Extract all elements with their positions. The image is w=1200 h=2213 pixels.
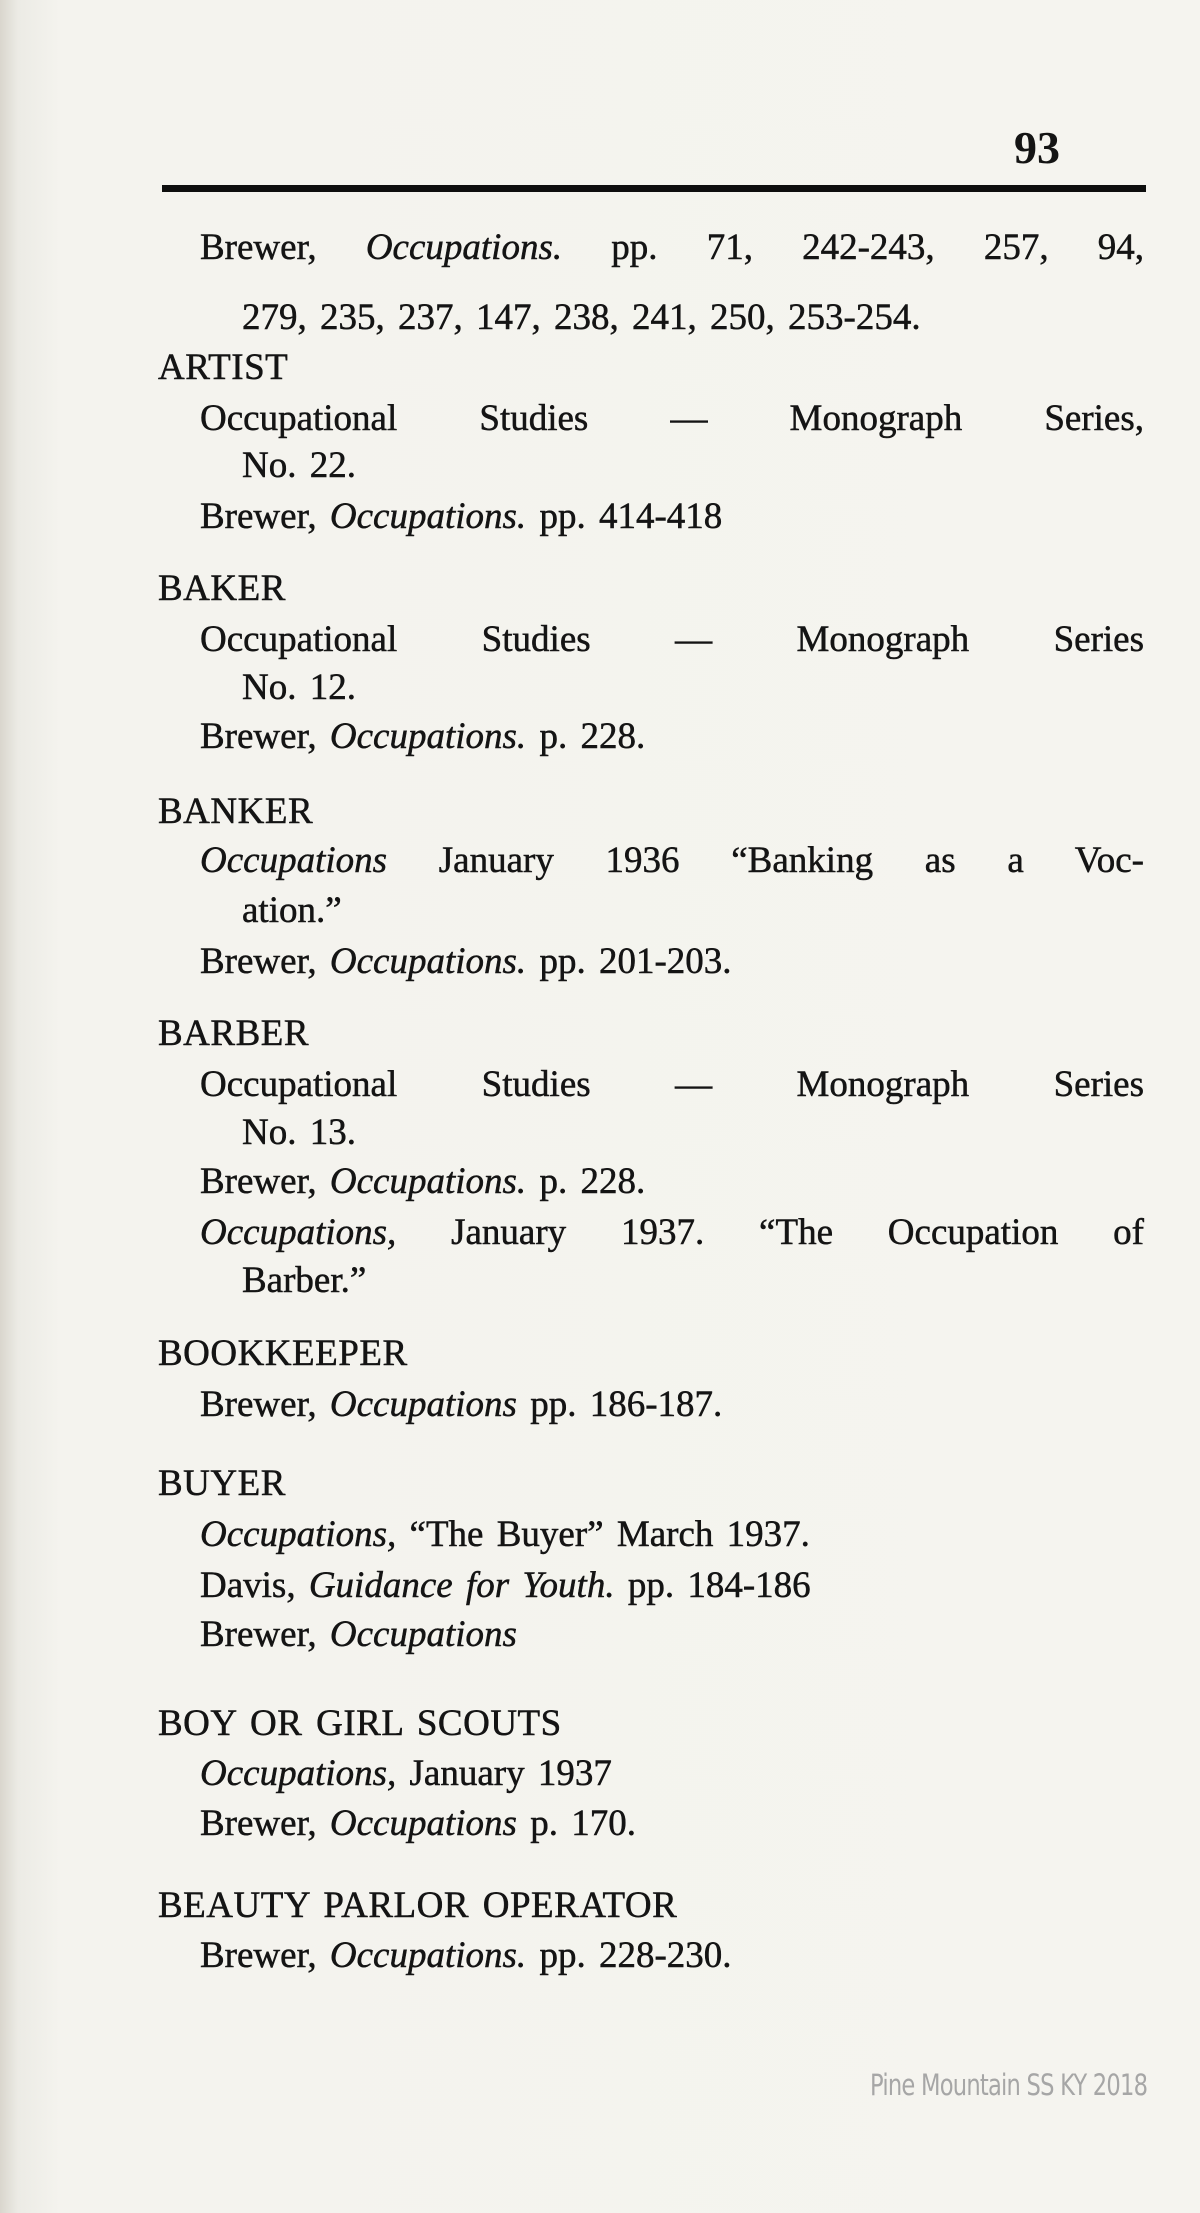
reference-text: January 1937. “The Occupation of xyxy=(396,1212,1144,1253)
italic-title: Occupations. xyxy=(329,1935,527,1976)
watermark: Pine Mountain SS KY 2018 xyxy=(870,2068,1148,2102)
entry-heading: BAKER xyxy=(158,568,286,609)
reference-line xyxy=(200,616,1144,664)
reference-line xyxy=(200,224,1144,272)
reference-text: p. 228. xyxy=(526,1161,646,1202)
entry-heading: ARTIST xyxy=(158,347,289,388)
reference-line xyxy=(242,887,342,935)
reference-text: January 1936 “Banking as a Voc- xyxy=(387,840,1144,881)
italic-title: Occupations. xyxy=(329,1161,527,1202)
reference-line xyxy=(242,1257,366,1305)
reference-text: pp. 201-203. xyxy=(526,941,732,982)
reference-text: Brewer, xyxy=(200,716,330,757)
reference-text: Occupational Studies — Monograph Series xyxy=(200,619,1144,660)
reference-text: pp. 71, 242-243, 257, 94, xyxy=(562,227,1145,268)
reference-text: ation.” xyxy=(242,890,342,931)
reference-line xyxy=(200,938,732,986)
italic-title: Occupations xyxy=(329,1614,517,1655)
entry-heading: BARBER xyxy=(158,1013,310,1054)
reference-line xyxy=(200,1611,517,1659)
reference-text: Barber.” xyxy=(242,1260,367,1301)
reference-text: Brewer, xyxy=(200,227,366,268)
reference-text: “The Buyer” March 1937. xyxy=(396,1514,810,1555)
italic-title: Occupations xyxy=(329,1803,517,1844)
reference-text: pp. 184-186 xyxy=(614,1565,811,1606)
reference-line xyxy=(200,395,1144,443)
entry-heading: BOY OR GIRL SCOUTS xyxy=(158,1703,562,1744)
reference-text: Brewer, xyxy=(200,1384,330,1425)
reference-line xyxy=(200,1750,612,1798)
reference-text: Brewer, xyxy=(200,1614,330,1655)
reference-text: Brewer, xyxy=(200,941,330,982)
reference-text: pp. 186-187. xyxy=(516,1384,723,1425)
entry-heading: BEAUTY PARLOR OPERATOR xyxy=(158,1885,678,1926)
reference-text: Occupational Studies — Monograph Series, xyxy=(200,398,1144,439)
reference-text: Brewer, xyxy=(200,496,330,537)
reference-text: p. 228. xyxy=(526,716,646,757)
reference-line xyxy=(200,1381,722,1429)
italic-title: Occupations, xyxy=(200,1753,397,1794)
reference-line xyxy=(200,1061,1144,1109)
reference-line xyxy=(200,1562,811,1610)
italic-title: Guidance for Youth. xyxy=(308,1565,615,1606)
reference-text: 279, 235, 237, 147, 238, 241, 250, 253-254. xyxy=(242,297,921,338)
page-number: 93 xyxy=(1014,122,1060,173)
italic-title: Occupations. xyxy=(329,496,527,537)
entry-heading: BUYER xyxy=(158,1463,286,1504)
reference-text: January 1937 xyxy=(396,1753,612,1794)
italic-title: Occupations xyxy=(329,1384,517,1425)
reference-text: p. 170. xyxy=(516,1803,636,1844)
reference-text: pp. 414-418 xyxy=(526,496,723,537)
reference-line xyxy=(200,1800,636,1848)
entry-heading: BANKER xyxy=(158,791,314,832)
reference-text: pp. 228-230. xyxy=(526,1935,732,1976)
reference-text: Davis, xyxy=(200,1565,309,1606)
reference-line xyxy=(242,1109,356,1157)
reference-line xyxy=(242,442,356,490)
entry-heading: BOOKKEEPER xyxy=(158,1333,408,1374)
italic-title: Occupations, xyxy=(200,1514,397,1555)
italic-title: Occupations. xyxy=(365,227,563,268)
reference-text: No. 22. xyxy=(242,445,356,486)
reference-text: Occupational Studies — Monograph Series xyxy=(200,1064,1144,1105)
italic-title: Occupations xyxy=(200,840,388,881)
reference-line xyxy=(200,837,1144,885)
italic-title: Occupations. xyxy=(329,941,527,982)
reference-text: No. 13. xyxy=(242,1112,356,1153)
reference-text: Brewer, xyxy=(200,1803,330,1844)
italic-title: Occupations, xyxy=(200,1212,397,1253)
italic-title: Occupations. xyxy=(329,716,527,757)
reference-line xyxy=(242,664,356,712)
reference-text: Brewer, xyxy=(200,1935,330,1976)
reference-text: Brewer, xyxy=(200,1161,330,1202)
reference-text: No. 12. xyxy=(242,667,356,708)
reference-line xyxy=(242,294,921,342)
reference-line xyxy=(200,1511,810,1559)
reference-line xyxy=(200,1158,645,1206)
reference-line xyxy=(200,1209,1144,1257)
reference-line xyxy=(200,493,722,541)
header-rule xyxy=(162,185,1146,192)
reference-line xyxy=(200,1932,732,1980)
reference-line xyxy=(200,713,645,761)
